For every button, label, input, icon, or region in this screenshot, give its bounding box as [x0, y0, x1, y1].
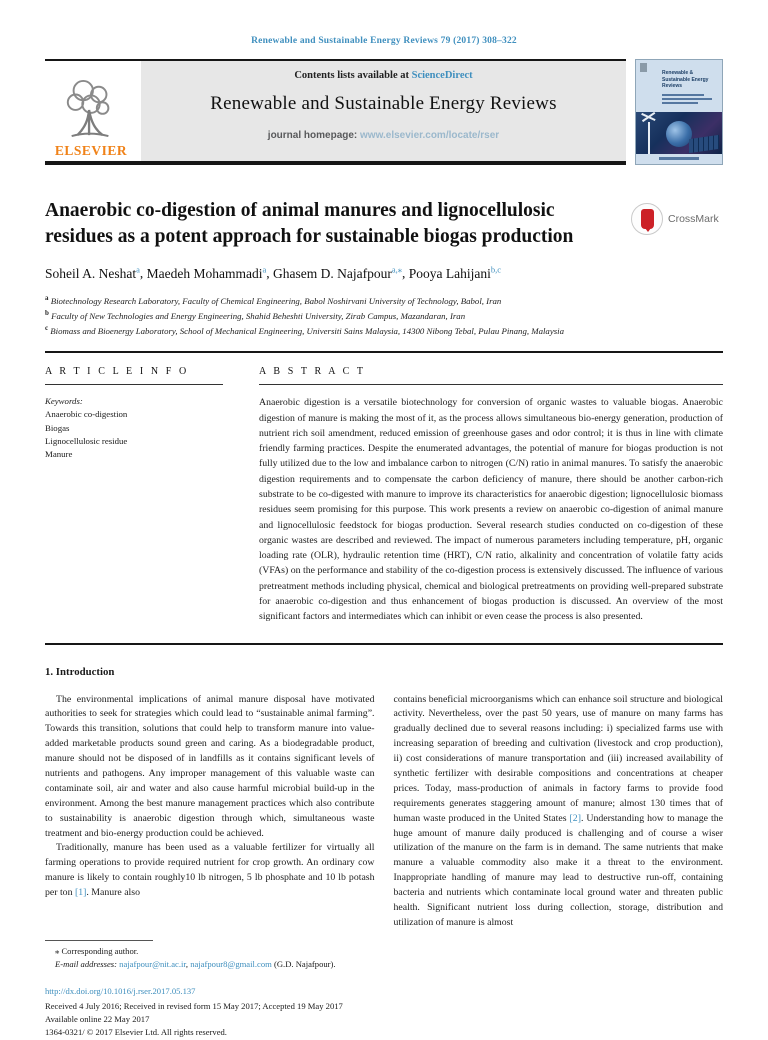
text-segment: contains beneficial microorganisms which can enhance soil structure and biological activity. Nevertheless, over the past 50 years, use of manure on many farms has gradually declined due to several reasons including: i) specialized farms use with increasing separation of breeding and cultivation (livestock and crop production), ii) cost considerations of manure transportation and (iii) increased availability of synthetic fertilizer with desirable compositions and concentrations at cheaper prices. Today, mass-production of animals in factory farms to provide food requirements generates staggering amount of manure; almost 130 times that of human waste produced in the United States — [393, 693, 723, 824]
journal-cover-thumbnail[interactable] — [635, 59, 723, 165]
email-label: E-mail addresses: — [55, 958, 117, 969]
author-affil-superscript[interactable]: a — [262, 264, 267, 275]
affiliation-line: $^a$ Biotechnology Research Laboratory, Faculty of Chemical Engineering, Babol Noshirvani University of Technology, Babol, Iran — [45, 293, 502, 306]
text-segment: . Manure also — [86, 887, 140, 899]
wind-turbine-icon — [648, 122, 650, 154]
body-column-left — [45, 693, 375, 931]
author-separator: , — [139, 265, 147, 281]
journal-title: Renewable and Sustainable Energy Reviews — [210, 93, 557, 114]
keywords-label: Keywords: — [45, 396, 83, 407]
elsevier-logo[interactable] — [45, 61, 141, 161]
received-dates-line: Received 4 July 2016; Received in revised form 15 May 2017; Accepted 19 May 2017 — [45, 1000, 343, 1011]
author-affil-superscript[interactable]: a,⁎ — [391, 264, 403, 275]
article-info-column — [45, 366, 223, 624]
keyword-item: Anaerobic co-digestion — [45, 409, 128, 420]
body-columns — [45, 693, 723, 931]
cover-photo — [636, 112, 722, 154]
abstract-column — [259, 366, 723, 624]
journal-header — [45, 59, 723, 165]
copyright-line: 1364-0321/ © 2017 Elsevier Ltd. All rights reserved. — [45, 1027, 227, 1038]
homepage-line — [147, 130, 620, 141]
solar-panels-icon — [689, 135, 719, 153]
text-segment: The environmental implications of animal manure disposal have motivated authorities to seek for strategies which could lead to “sustainable animal farming”. Towards this transition, solutions that could help to transform manure into value-added marketable products sound green and caring. As a biodegradable product, manure should not be disposed of in landfills as it contains significant levels of nutrients and pathogens. Any improper management of this valuable waste can contaminate soil, air and water and also cause harmful microbial build-up in the environment. Among the best manure management practices which also contribute to sustainability is anaerobic digestion through which, simultaneous waste treatment and bio-energy production could be achieved. — [45, 693, 375, 839]
sciencedirect-link[interactable]: ScienceDirect — [411, 70, 473, 81]
doi-link[interactable]: http://dx.doi.org/10.1016/j.rser.2017.05.137 — [45, 985, 196, 996]
contents-prefix: Contents lists available at — [294, 70, 412, 81]
citation-link[interactable]: [2] — [569, 812, 581, 824]
cover-title: Renewable & Sustainable Energy Reviews — [662, 70, 709, 89]
cover-footband — [636, 154, 722, 164]
cover-elsevier-mark-icon — [640, 63, 647, 72]
affiliation-line: $^b$ Faculty of New Technologies and Energy Engineering, Shahid Beheshti University, Zirab Campus, Mazandaran, Iran — [45, 309, 466, 321]
info-abstract-section — [45, 351, 723, 644]
homepage-label: journal homepage: — [267, 130, 361, 141]
keyword-item: Biogas — [45, 422, 70, 433]
author-separator: , — [402, 265, 409, 281]
crossmark-label: CrossMark — [668, 213, 719, 225]
intro-paragraph — [45, 693, 375, 842]
footnote-block — [45, 940, 723, 971]
email-addresses-line — [45, 958, 723, 971]
author-list — [45, 264, 723, 282]
journal-banner — [141, 61, 626, 161]
author-affil-superscript[interactable]: b,c — [490, 264, 502, 275]
author-separator: , — [266, 265, 274, 281]
article-info-heading: A R T I C L E I N F O — [45, 366, 223, 385]
abstract-text: Anaerobic digestion is a versatile biotechnology for conversion of organic wastes to valuable biogas. Anaerobic digestion of manure is making the most of it, as the process allows simultaneous bio-energy generation, production of nutrient rich soil amendment, reduced emission of greenhouse gases and odor control; it is thus in line with climate friendly farming practices. Despite the enumerated advantages, the potential of manure for biogas production is not fully utilized due to the low and imbalance carbon to nitrogen (C/N) ratio in animal manures. To satisfy the anaerobic digestion requirements and to compensate the carbon deficiency of manure, there should be another carbon-rich substrate to be co-digested with manure to improve its characteristics for anaerobic digestion; lignocellulosic biomass residues seem promising for this purpose. This work presents a review on anaerobic co-digestion of animal manure and lignocellulosic feedstock for biogas production. Several research studies conducted on co-digestion of these organic wastes are described and reviewed. The impact of numerous parameters including temperature, pH, organic loading rate (OLR), hydraulic retention time (HRT), C/N ratio, alkalinity and concentration of volatile fatty acids (VFAs) on the performance and stability of the co-digestion process is extensively discussed. The influence of various pretreatment methods including physical, chemical and biological pretreatments on providing well-prepared substrate for anaerobic co-digestion and thus enhancement of biogas production is discussed. An overview of the most significant factors and intermediates which can inhibit or even cease the process is also presented. — [259, 397, 723, 623]
journal-homepage-link[interactable]: www.elsevier.com/locate/rser — [360, 130, 500, 141]
author-name[interactable]: Pooya Lahijani$^{b,c}$ — [408, 264, 502, 281]
intro-paragraph — [45, 841, 375, 901]
elsevier-wordmark: ELSEVIER — [54, 143, 128, 158]
email-link[interactable]: najafpour@nit.ac.ir — [119, 958, 186, 969]
crossmark-icon — [631, 203, 663, 235]
journal-reference-link[interactable]: Renewable and Sustainable Energy Reviews 79 (2017) 308–322 — [251, 36, 517, 46]
author-affil-superscript[interactable]: a — [136, 264, 140, 275]
contents-line — [147, 70, 620, 81]
email-link[interactable]: najafpour8@gmail.com — [190, 958, 272, 969]
keyword-item: Manure — [45, 449, 73, 460]
elsevier-tree-icon — [62, 76, 120, 142]
crossmark-badge[interactable] — [631, 202, 723, 236]
abstract-heading: A B S T R A C T — [259, 366, 723, 385]
citation-link[interactable]: [1] — [74, 887, 87, 899]
footnote-rule — [45, 940, 153, 941]
cover-text-lines — [662, 94, 712, 106]
title-block — [45, 198, 723, 249]
affiliation-list — [45, 293, 723, 338]
article-footer — [45, 985, 723, 1040]
keyword-item: Lignocellulosic residue — [45, 435, 128, 446]
keywords-block — [45, 395, 223, 461]
email-separator: , — [185, 958, 191, 969]
text-segment: Traditionally, manure has been used as a valuable fertilizer for virtually all farming operations to provide required nutrient for crop growth. An ordinary cow manure is likely to contain roughly10 lb nitrogen, 5 lb phosphate and 10 lb potash per ton — [45, 842, 375, 899]
corresponding-author-note: ⁎ Corresponding author. — [55, 945, 139, 956]
author-name[interactable]: Ghasem D. Najafpour$^{a,⁎}$ — [273, 264, 403, 281]
body-column-right — [394, 693, 724, 931]
text-segment: . Understanding how to manage the huge amount of manure daily produced is challenging and of course a wiser utilization of the manure on the farm is in demand. The same nutrients that make manure a valuable commodity also make it a threat to the environment. Inappropriate handling of manure may lead to destructive run-off, containing bacteria and nutrients which contaminate local ground water and threaten public health. Significant nutrient loss during collection, storage, distribution and utilization of manure is almost — [393, 812, 723, 928]
email-suffix: (G.D. Najafpour). — [271, 958, 336, 969]
article-title: Anaerobic co-digestion of animal manures and lignocellulosic residues as a potent approach for sustainable biogas production — [45, 200, 574, 247]
section-heading-introduction: 1. Introduction — [45, 665, 115, 678]
author-name[interactable]: Soheil A. Neshat$^a$ — [45, 264, 140, 281]
intro-paragraph — [394, 693, 724, 931]
available-online-line: Available online 22 May 2017 — [45, 1014, 150, 1025]
author-name[interactable]: Maedeh Mohammadi$^a$ — [146, 264, 267, 281]
header-ruled-box — [45, 59, 626, 165]
affiliation-line: $^c$ Biomass and Bioenergy Laboratory, School of Mechanical Engineering, Universiti Sains Malaysia, 14300 Nibong Tebal, Pulau Pinang, Malaysia — [45, 324, 564, 337]
